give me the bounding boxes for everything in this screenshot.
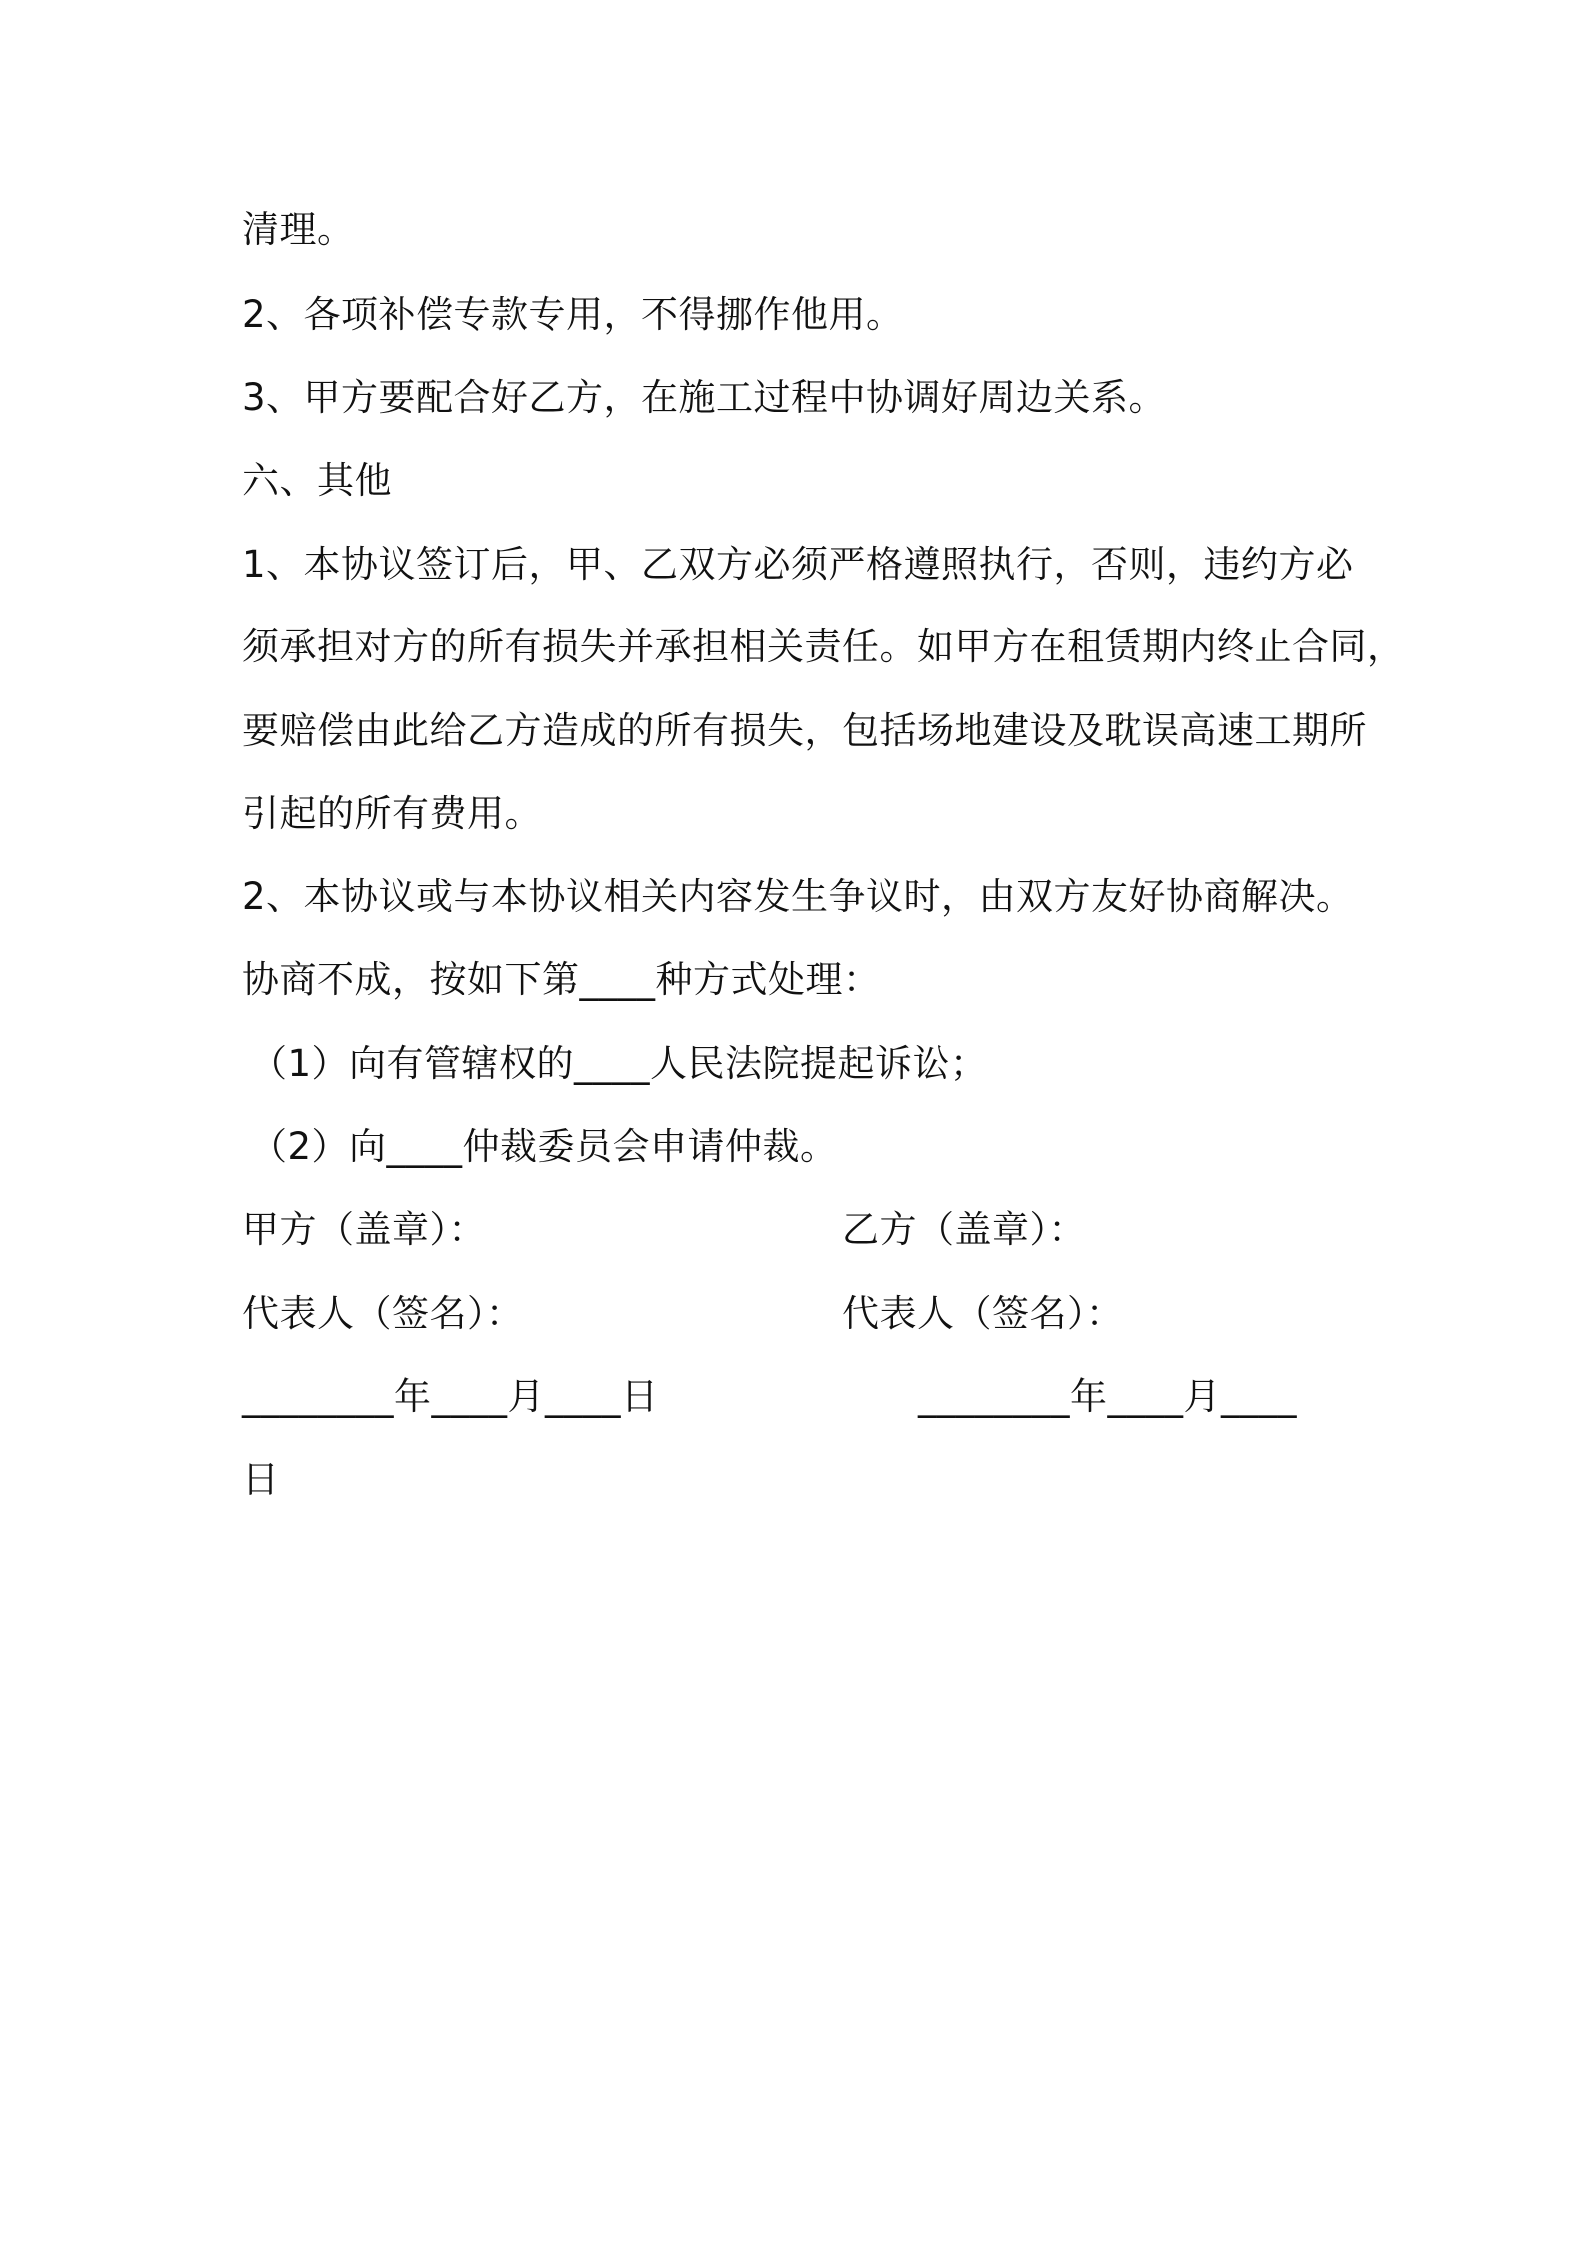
- section-heading: 六、其他: [242, 459, 392, 502]
- paragraph-line: 协商不成，按如下第____种方式处理：: [242, 958, 881, 1001]
- paragraph-line: 须承担对方的所有损失并承担相关责任。如甲方在租赁期内终止合同，: [242, 625, 1405, 668]
- clause-line: 2、各项补偿专款专用，不得挪作他用。: [242, 293, 904, 336]
- party-b-date-line: ________年____月____: [918, 1375, 1297, 1418]
- option-line: （1）向有管辖权的____人民法院提起诉讼；: [250, 1042, 988, 1085]
- clause-line: 2、本协议或与本协议相关内容发生争议时，由双方友好协商解决。: [242, 875, 1354, 918]
- paragraph-line: 引起的所有费用。: [242, 792, 542, 835]
- paragraph-line: 清理。: [242, 208, 355, 251]
- clause-line: 1、本协议签订后，甲、乙双方必须严格遵照执行，否则，违约方必: [242, 543, 1354, 586]
- party-a-date-line: ________年____月____日: [242, 1375, 659, 1418]
- party-a-rep-label: 代表人（签名）：: [242, 1292, 524, 1335]
- party-b-rep-label: 代表人（签名）：: [842, 1292, 1124, 1335]
- party-b-seal-label: 乙方（盖章）：: [842, 1208, 1086, 1251]
- option-line: （2）向____仲裁委员会申请仲裁。: [250, 1125, 838, 1168]
- party-a-seal-label: 甲方（盖章）：: [242, 1208, 486, 1251]
- party-b-date-tail: 日: [242, 1458, 280, 1501]
- paragraph-line: 要赔偿由此给乙方造成的所有损失，包括场地建设及耽误高速工期所: [242, 709, 1367, 752]
- clause-line: 3、甲方要配合好乙方，在施工过程中协调好周边关系。: [242, 376, 1167, 419]
